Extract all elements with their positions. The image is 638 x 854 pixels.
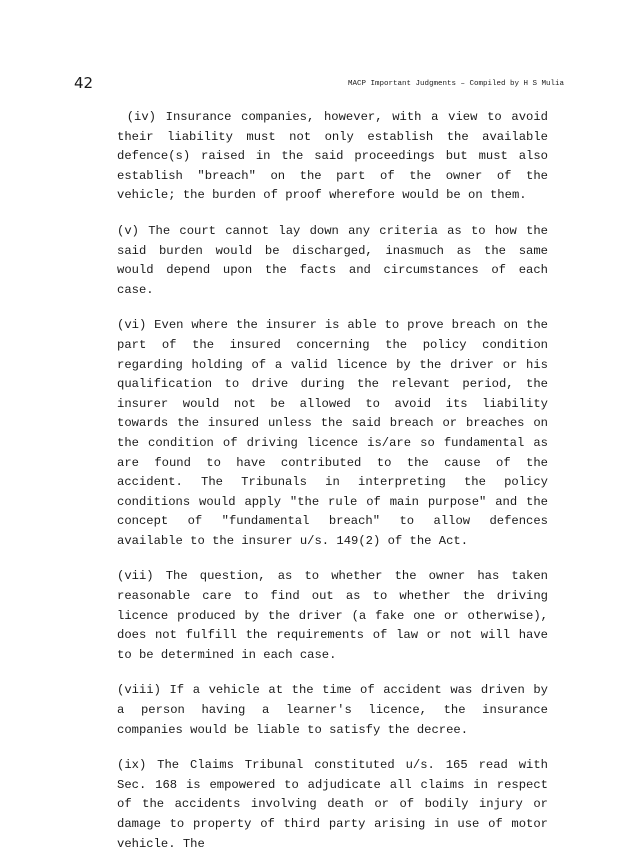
paragraph-iv: (iv) Insurance companies, however, with a view to avoid their liability must not only establish the available defence(s) raised in the said proceedings but must also establish "breach" on the part of the owner of the vehicle; the burden of proof wherefore would be on them. [117, 110, 556, 203]
paragraph-vii: (vii) The question, as to whether the owner has taken reasonable care to find out as to whether the driving licence produced by the driver (a fake one or otherwise), does not fulfill the requirements of law or not will have to be determined in each case. [117, 569, 548, 662]
paragraph-v: (v) The court cannot lay down any criteria as to how the said burden would be discharged, inasmuch as the same would depend upon the facts and circumstances of each case. [117, 223, 548, 297]
paragraph-vi: (vi) Even where the insurer is able to prove breach on the part of the insured concerning the policy condition regarding holding of a valid licence by the driver or his qualification to drive during the relevant period, the insurer would not be allowed to avoid its liability towards the insured unless the said breach or breaches on the condition of driving licence is/are so fundamental as are found to have contributed to the cause of the accident. The Tribunals in interpreting the policy conditions would apply "the rule of main purpose" and the concept of "fundamental breach" to allow defences available to the insurer u/s. 149(2) of the Act. [117, 318, 548, 548]
document-body [117, 108, 556, 854]
paragraph-viii: (viii) If a vehicle at the time of accident was driven by a person having a learner's licence, the insurance companies would be liable to satisfy the decree. [117, 683, 548, 737]
paragraph-ix: (ix) The Claims Tribunal constituted u/s. 165 read with Sec. 168 is empowered to adjudicate all claims in respect of the accidents involving death or of bodily injury or damage to property of third party arising in use of motor vehicle. The [117, 758, 548, 851]
running-header: MACP Important Judgments – Compiled by H S Mulia [347, 80, 564, 88]
page-number: 42 [74, 74, 94, 92]
